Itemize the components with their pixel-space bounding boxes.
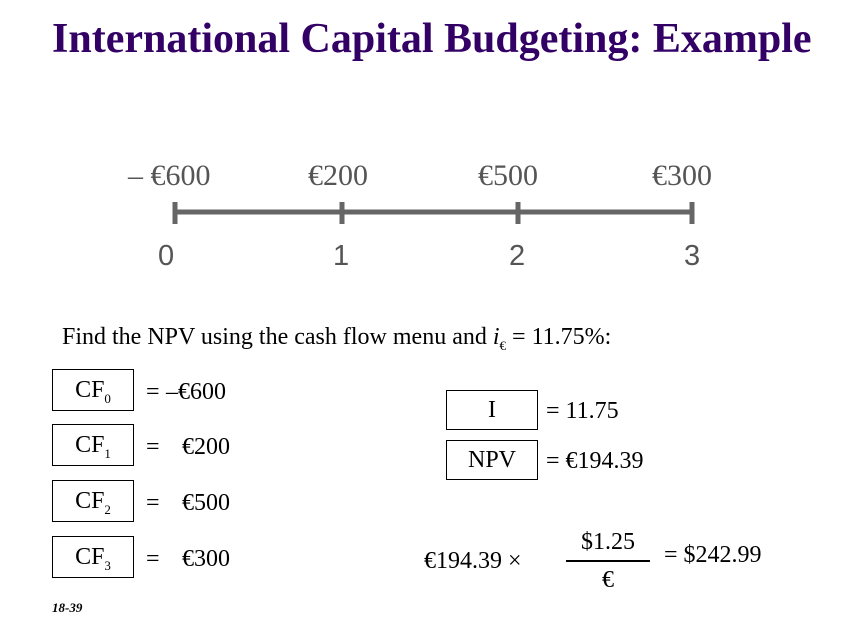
cf0-key-label: CF <box>75 377 105 403</box>
slide-title: International Capital Budgeting: Example <box>52 16 812 62</box>
cf0-key <box>52 369 134 411</box>
conversion-result: = $242.99 <box>664 542 762 568</box>
cf3-key <box>52 536 134 578</box>
cf1-key-label: CF <box>75 432 105 458</box>
cf3-key-sub: 3 <box>104 557 111 573</box>
fraction-bar <box>566 560 650 562</box>
cash-flow-label-2: €500 <box>478 159 538 192</box>
cf0-key-sub: 0 <box>104 390 111 406</box>
rate-symbol: i <box>492 324 500 350</box>
cf2-key-sub: 2 <box>104 501 111 517</box>
exchange-rate-denominator: € <box>602 567 614 593</box>
cf0-equals: = <box>146 379 160 405</box>
interest-result: = 11.75 <box>546 398 619 424</box>
cf1-key-sub: 1 <box>104 445 111 461</box>
instruction-text-before: Find the NPV using the cash flow menu and <box>62 324 493 350</box>
cf2-value: €500 <box>182 490 230 516</box>
cf1-value: €200 <box>182 434 230 460</box>
cf0-entry <box>146 377 226 407</box>
period-label-3: 3 <box>684 240 701 272</box>
rate-subscript: € <box>499 337 507 353</box>
cf3-equals: = <box>146 546 160 572</box>
instruction-text-after: = 11.75%: <box>506 324 612 350</box>
conversion-npv-euro: €194.39 × <box>424 548 522 574</box>
period-label-2: 2 <box>509 240 526 272</box>
instruction-text <box>62 322 611 361</box>
cf1-entry <box>146 432 230 462</box>
cf0-value: –€600 <box>166 379 226 405</box>
npv-result: = €194.39 <box>546 448 644 474</box>
cf2-key <box>52 480 134 522</box>
exchange-rate-numerator: $1.25 <box>581 529 635 555</box>
cf3-key-label: CF <box>75 544 105 570</box>
cf2-entry <box>146 488 230 518</box>
period-label-1: 1 <box>333 240 350 272</box>
interest-key: I <box>446 390 538 430</box>
cf3-entry <box>146 544 230 574</box>
cf3-value: €300 <box>182 546 230 572</box>
cf2-equals: = <box>146 490 160 516</box>
cash-flow-label-3: €300 <box>652 159 712 192</box>
cash-flow-label-0: – €600 <box>128 159 211 192</box>
cf1-equals: = <box>146 434 160 460</box>
slide-number: 18-39 <box>52 600 83 615</box>
cf1-key <box>52 424 134 466</box>
period-label-0: 0 <box>158 240 175 272</box>
cf2-key-label: CF <box>75 488 105 514</box>
npv-key: NPV <box>446 440 538 480</box>
cash-flow-label-1: €200 <box>308 159 368 192</box>
